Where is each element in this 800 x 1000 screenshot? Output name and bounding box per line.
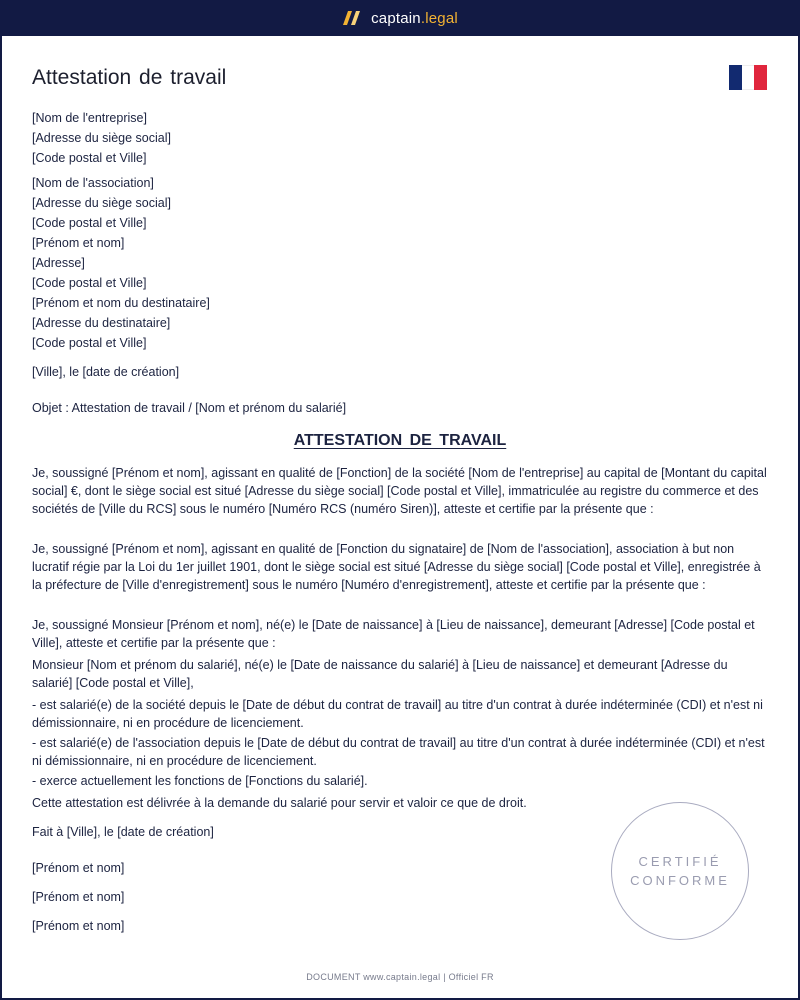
- captain-legal-logo-icon: [342, 10, 362, 26]
- brand-name: captain.legal: [371, 9, 458, 27]
- paragraph: Cette attestation est délivrée à la demande du salarié pour servir et valoir ce que de droit.: [32, 796, 527, 810]
- signature-name: [Prénom et nom]: [32, 919, 125, 933]
- address-line: [Code postal et Ville]: [32, 336, 147, 350]
- brand[interactable]: [342, 10, 458, 27]
- footer-text: DOCUMENT www.captain.legal | Officiel FR: [306, 972, 494, 982]
- paragraph: - est salarié(e) de l'association depuis le [Date de début du contrat de travail] au titre d'un contrat à durée indéterminée (CDI) et n'est ni démissionnaire, ni en procédure de licenciement.: [32, 736, 765, 768]
- address-line: [Code postal et Ville]: [32, 151, 147, 165]
- subject-line: Objet : Attestation de travail / [Nom et prénom du salarié]: [32, 401, 347, 415]
- address-line: [Adresse du siège social]: [32, 196, 171, 210]
- paragraph: Monsieur [Nom et prénom du salarié], né(e) le [Date de naissance du salarié] à [Lieu de naissance] et demeurant [Adresse du salarié] [Code postal et Ville],: [32, 658, 728, 690]
- address-line: [Nom de l'association]: [32, 176, 154, 190]
- association-address-block: [32, 173, 210, 353]
- address-line: [Adresse]: [32, 256, 85, 270]
- address-line: [Code postal et Ville]: [32, 216, 147, 230]
- document-title: Attestation de travail: [32, 66, 227, 89]
- french-flag-icon: [729, 65, 767, 90]
- signature-name: [Prénom et nom]: [32, 890, 125, 904]
- seal-line: CONFORME: [630, 873, 730, 888]
- company-address-block: [32, 108, 171, 168]
- address-line: [Code postal et Ville]: [32, 276, 147, 290]
- paragraph: - exerce actuellement les fonctions de [Fonctions du salarié].: [32, 774, 368, 788]
- address-line: [Adresse du siège social]: [32, 131, 171, 145]
- paragraph: Je, soussigné [Prénom et nom], agissant en qualité de [Fonction du signataire] de [Nom de l'association], association à but non lucratif régie par la Loi du 1er juillet 1901, dont le siège social est situé [Adresse du siège social] [Code postal et Ville], enregistrée à la préfecture de [Ville d'enregistrement] sous le numéro [Numéro d'enregistrement], atteste et certifie par la présente que :: [32, 542, 761, 592]
- paragraph: Je, soussigné Monsieur [Prénom et nom], né(e) le [Date de naissance] à [Lieu de naissance], demeurant [Adresse] [Code postal et Ville], atteste et certifie par la présente que :: [32, 618, 755, 650]
- done-at: Fait à [Ville], le [date de création]: [32, 825, 214, 839]
- header-bar: [0, 0, 800, 36]
- address-line: [Nom de l'entreprise]: [32, 111, 147, 125]
- paragraph: Je, soussigné [Prénom et nom], agissant en qualité de [Fonction] de la société [Nom de l'entreprise] au capital de [Montant du capital social] €, dont le siège social est situé [Adresse du siège social] [Code postal et Ville], immatriculée au registre du commerce et des sociétés de [Ville du RCS] sous le numéro [Numéro RCS (numéro Siren)], atteste et certifie par la présente que :: [32, 466, 767, 516]
- address-line: [Prénom et nom du destinataire]: [32, 296, 210, 310]
- signature-name: [Prénom et nom]: [32, 861, 125, 875]
- seal-line: CERTIFIÉ: [638, 854, 722, 869]
- address-line: [Adresse du destinataire]: [32, 316, 171, 330]
- paragraph: - est salarié(e) de la société depuis le [Date de début du contrat de travail] au titre d'un contrat à durée indéterminée (CDI) et n'est ni démissionnaire, ni en procédure de licenciement.: [32, 698, 763, 730]
- place-date: [Ville], le [date de création]: [32, 365, 180, 379]
- address-line: [Prénom et nom]: [32, 236, 125, 250]
- certified-seal: [611, 802, 749, 940]
- attestation-heading: ATTESTATION DE TRAVAIL: [293, 432, 507, 449]
